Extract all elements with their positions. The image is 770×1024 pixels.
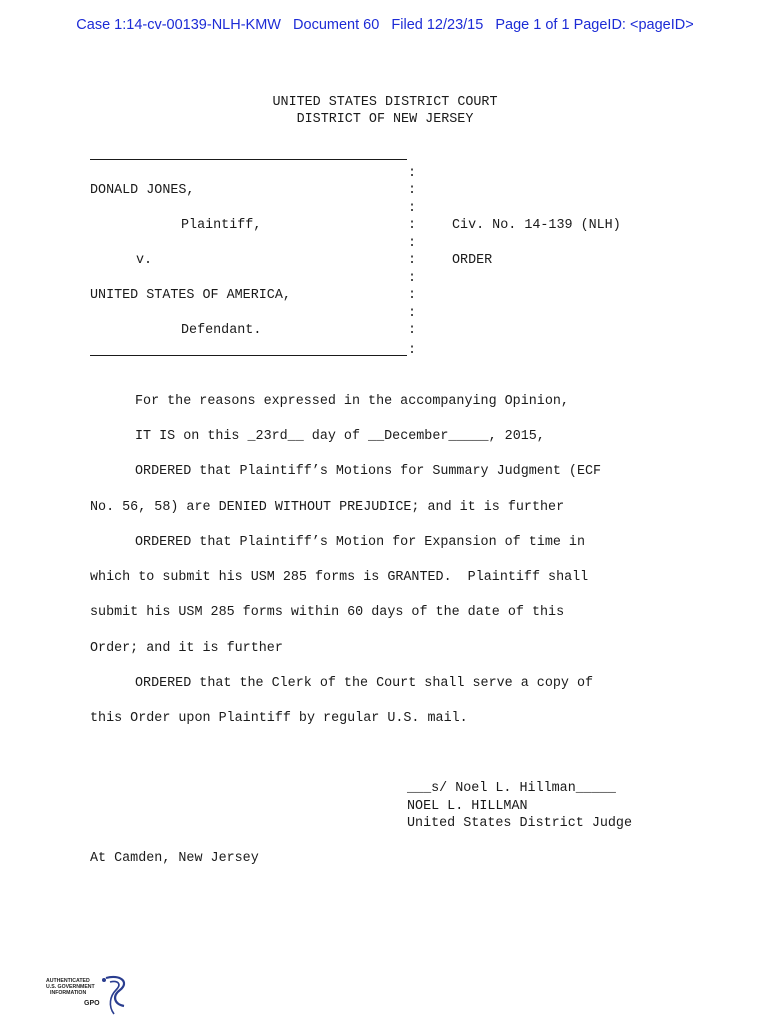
caption-colon: : [408,306,417,321]
eagle-head-icon [102,978,106,982]
date-prefix: IT IS on this [135,429,248,444]
court-name: UNITED STATES DISTRICT COURT [272,95,498,110]
date-day: _23rd__ [247,429,304,444]
caption-colon: : [408,323,417,338]
caption-colon: : [408,236,417,251]
order-2-line-2: which to submit his USM 285 forms is GRANTED. Plaintiff shall [90,570,589,585]
location: At Camden, New Jersey [90,851,259,866]
defendant-role: Defendant. [181,323,262,338]
logo-text-information: INFORMATION [50,990,87,996]
order-1-line-2: No. 56, 58) are DENIED WITHOUT PREJUDICE; and it is further [90,500,565,515]
versus: v. [136,253,153,268]
logo-text-authenticated: AUTHENTICATED [46,978,90,984]
gpo-authentication-logo [44,972,134,1018]
caption-colon: : [408,343,417,358]
order-3-line-2: this Order upon Plaintiff by regular U.S. mail. [90,711,468,726]
opinion-reference: For the reasons expressed in the accompanying Opinion, [135,394,569,409]
plaintiff-role: Plaintiff, [181,218,262,233]
judge-name: NOEL L. HILLMAN [407,799,528,814]
caption-bottom-rule [90,355,407,356]
caption-colon: : [408,253,417,268]
date-suffix: , 2015, [488,429,545,444]
plaintiff-name: DONALD JONES, [90,183,195,198]
logo-text-gpo: GPO [84,1000,100,1007]
caption-colon: : [408,271,417,286]
signature-line: ___s/ Noel L. Hillman_____ [407,781,616,796]
court-district: DISTRICT OF NEW JERSEY [296,112,474,127]
caption-colon: : [408,183,417,198]
order-2-line-4: Order; and it is further [90,641,283,656]
caption-colon: : [408,201,417,216]
order-2-line-3: submit his USM 285 forms within 60 days of the date of this [90,605,565,620]
logo-text-government: U.S. GOVERNMENT [46,984,95,990]
caption-colon: : [408,218,417,233]
case-header-stamp: Case 1:14-cv-00139-NLH-KMW Document 60 Filed 12/23/15 Page 1 of 1 PageID: <pageID> [76,17,694,33]
civil-number: Civ. No. 14-139 (NLH) [452,218,621,233]
date-mid: day of [303,429,369,444]
caption-colon: : [408,288,417,303]
order-1-line-1: ORDERED that Plaintiff’s Motions for Summary Judgment (ECF [135,464,602,479]
caption-colon: : [408,166,417,181]
document-type: ORDER [452,253,493,268]
date-month: __December_____ [368,429,489,444]
judge-title: United States District Judge [407,816,632,831]
order-2-line-1: ORDERED that Plaintiff’s Motion for Expansion of time in [135,535,585,550]
defendant-name: UNITED STATES OF AMERICA, [90,288,291,303]
caption-top-rule [90,159,407,160]
order-3-line-1: ORDERED that the Clerk of the Court shall serve a copy of [135,676,594,691]
date-line [135,428,545,446]
